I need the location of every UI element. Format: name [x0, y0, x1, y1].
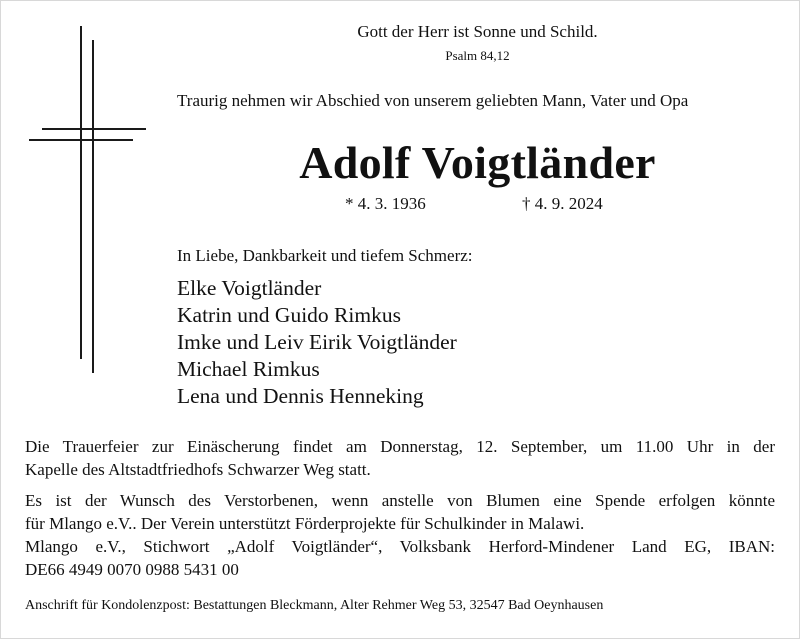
mourner-name: Lena und Dennis Henneking [177, 384, 424, 408]
cross-vertical-line-left [80, 26, 82, 359]
deceased-name: Adolf Voigtländer [299, 137, 656, 188]
mourner-name: Imke und Leiv Eirik Voigtländer [177, 330, 457, 354]
birth-date: * 4. 3. 1936 [345, 194, 426, 213]
condolence-address: Anschrift für Kondolenzpost: Bestattungen Bleckmann, Alter Rehmer Weg 53, 32547 Bad Oeynhausen [25, 598, 604, 613]
donation-notice-line: für Mlango e.V.. Der Verein unterstützt Förderprojekte für Schulkinder in Malawi. [25, 514, 585, 533]
mourner-name: Michael Rimkus [177, 357, 320, 381]
farewell-intro: Traurig nehmen wir Abschied von unserem geliebten Mann, Vater und Opa [177, 91, 689, 110]
mourner-name: Elke Voigtländer [177, 276, 322, 300]
psalm-reference: Psalm 84,12 [445, 48, 510, 63]
cross-vertical-line-right [92, 40, 94, 373]
donation-notice-line: Es ist der Wunsch des Verstorbenen, wenn anstelle von Blumen eine Spende erfolgen könnte [25, 491, 775, 510]
donation-notice [25, 489, 775, 581]
mourners-list [177, 275, 457, 410]
mourners-intro: In Liebe, Dankbarkeit und tiefem Schmerz: [177, 246, 473, 265]
donation-notice-line: DE66 4949 0070 0988 5431 00 [25, 560, 239, 579]
mourner-name: Katrin und Guido Rimkus [177, 303, 401, 327]
bible-motto: Gott der Herr ist Sonne und Schild. [357, 22, 598, 41]
cross-horizontal-line-top [42, 128, 146, 130]
funeral-notice [25, 435, 775, 481]
donation-notice-line: Mlango e.V., Stichwort „Adolf Voigtländer“, Volksbank Herford-Mindener Land EG, IBAN: [25, 537, 775, 556]
funeral-notice-line: Die Trauerfeier zur Einäscherung findet am Donnerstag, 12. September, um 11.00 Uhr in der [25, 437, 775, 456]
death-date: † 4. 9. 2024 [522, 194, 603, 213]
funeral-notice-line: Kapelle des Altstadtfriedhofs Schwarzer Weg statt. [25, 460, 371, 479]
